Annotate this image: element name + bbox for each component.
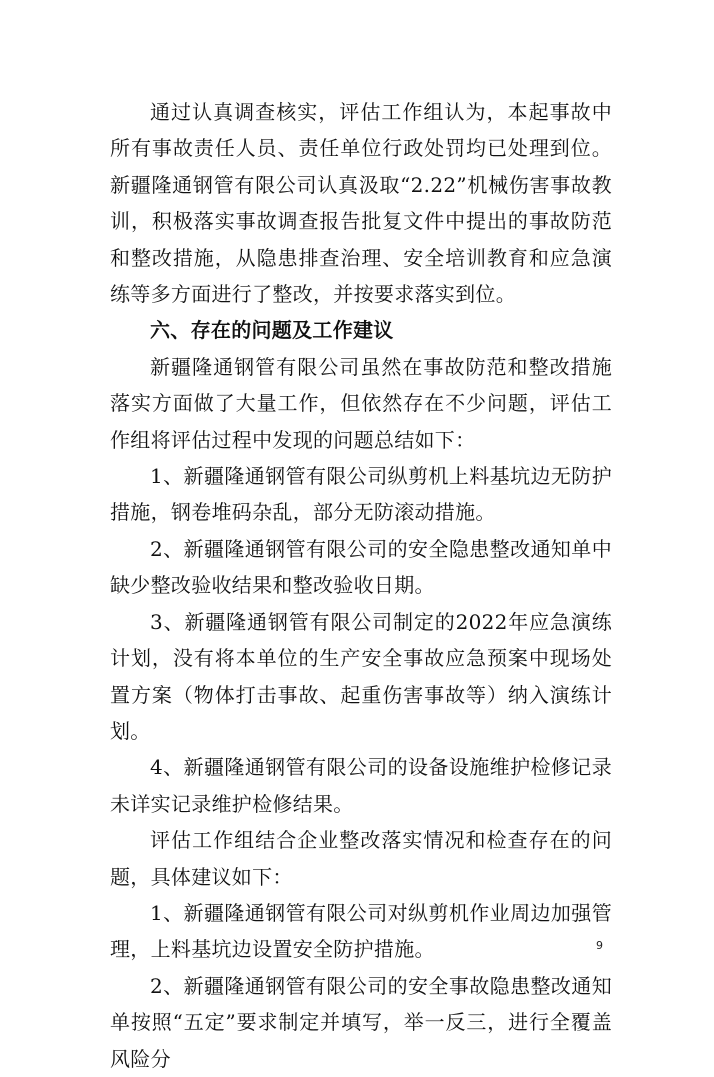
paragraph-intro-problems: 新疆隆通钢管有限公司虽然在事故防范和整改措施落实方面做了大量工作，但依然存在不少问题，评估工作组将评估过程中发现的问题总结如下： xyxy=(110,354,612,452)
problem-item-2: 2、新疆隆通钢管有限公司的安全隐患整改通知单中缺少整改验收结果和整改验收日期。 xyxy=(110,536,612,598)
problem-item-4: 4、新疆隆通钢管有限公司的设备设施维护检修记录未详实记录维护检修结果。 xyxy=(110,755,612,816)
problem-item-1: 1、新疆隆通钢管有限公司纵剪机上料基坑边无防护措施，钢卷堆码杂乱，部分无防滚动措施。 xyxy=(110,464,612,525)
section-heading: 六、存在的问题及工作建议 xyxy=(150,318,394,343)
paragraph-intro-suggestions: 评估工作组结合企业整改落实情况和检查存在的问题，具体建议如下： xyxy=(110,828,612,889)
document-body xyxy=(110,94,612,1077)
problem-item-3: 3、新疆隆通钢管有限公司制定的2022年应急演练计划，没有将本单位的生产安全事故应急预案中现场处置方案（物体打击事故、起重伤害事故等）纳入演练计划。 xyxy=(110,609,612,743)
page-number: 9 xyxy=(596,939,603,952)
paragraph-1: 通过认真调查核实，评估工作组认为，本起事故中所有事故责任人员、责任单位行政处罚均已处理到位。新疆隆通钢管有限公司认真汲取“2.22”机械伤害事故教训，积极落实事故调查报告批复文件中提出的事故防范和整改措施，从隐患排查治理、安全培训教育和应急演练等多方面进行了整改，并按要求落实到位。 xyxy=(110,100,612,307)
suggestion-item-1: 1、新疆隆通钢管有限公司对纵剪机作业周边加强管理，上料基坑边设置安全防护措施。 xyxy=(110,900,612,962)
suggestion-item-2: 2、新疆隆通钢管有限公司的安全事故隐患整改通知单按照“五定”要求制定并填写，举一反三，进行全覆盖风险分 xyxy=(110,973,612,1071)
